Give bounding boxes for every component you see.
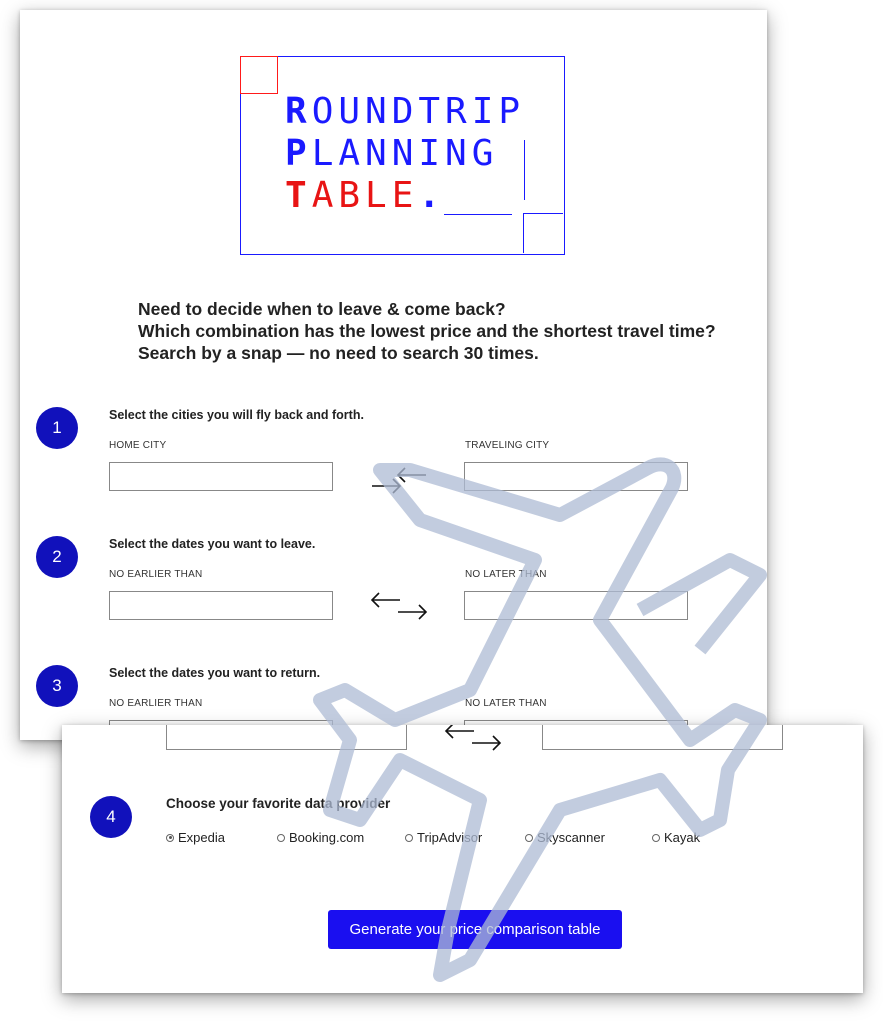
logo-underline — [444, 214, 512, 215]
provider-option-expedia[interactable]: Expedia — [166, 830, 225, 845]
swap-return-dates-icon[interactable] — [442, 725, 502, 759]
generate-table-button[interactable]: Generate your price comparison table — [328, 910, 622, 949]
step-4-badge: 4 — [90, 796, 132, 838]
radio-checked-icon[interactable] — [166, 834, 174, 842]
return-earliest-input[interactable] — [166, 725, 407, 750]
leave-latest-label: NO LATER THAN — [465, 569, 547, 580]
home-city-label: HOME CITY — [109, 440, 167, 451]
home-city-input[interactable] — [109, 462, 333, 491]
traveling-city-input[interactable] — [464, 462, 688, 491]
swap-cities-icon[interactable] — [368, 466, 428, 506]
logo-cursor-bar — [524, 140, 525, 200]
radio-unchecked-icon[interactable] — [277, 834, 285, 842]
step-3-title: Select the dates you want to return. — [109, 666, 321, 680]
provider-option-tripadvisor[interactable]: TripAdvisor — [405, 830, 482, 845]
leave-latest-input[interactable] — [464, 591, 688, 620]
radio-unchecked-icon[interactable] — [652, 834, 660, 842]
return-latest-label: NO LATER THAN — [465, 698, 547, 709]
step-4-title: Choose your favorite data provider — [166, 796, 391, 811]
leave-earliest-input[interactable] — [109, 591, 333, 620]
radio-unchecked-icon[interactable] — [405, 834, 413, 842]
intro-line-2: Which combination has the lowest price and the shortest travel time? — [138, 321, 716, 341]
provider-option-skyscanner[interactable]: Skyscanner — [525, 830, 605, 845]
traveling-city-label: TRAVELING CITY — [465, 440, 550, 451]
intro-line-3: Search by a snap — no need to search 30 times. — [138, 343, 539, 363]
return-earliest-label: NO EARLIER THAN — [109, 698, 203, 709]
step-1-title: Select the cities you will fly back and forth. — [109, 408, 364, 422]
intro-line-1: Need to decide when to leave & come back? — [138, 299, 506, 319]
form-card-continued — [62, 725, 863, 993]
form-card-main — [20, 10, 767, 740]
radio-unchecked-icon[interactable] — [525, 834, 533, 842]
swap-leave-dates-icon[interactable] — [368, 588, 428, 628]
provider-option-kayak[interactable]: Kayak — [652, 830, 700, 845]
step-1-badge: 1 — [36, 407, 78, 449]
logo-line-planning: PLANNING — [285, 133, 499, 174]
leave-earliest-label: NO EARLIER THAN — [109, 569, 203, 580]
step-2-badge: 2 — [36, 536, 78, 578]
return-latest-input[interactable] — [542, 725, 783, 750]
logo-corner-square — [523, 213, 563, 253]
provider-option-booking[interactable]: Booking.com — [277, 830, 364, 845]
step-3-badge: 3 — [36, 665, 78, 707]
logo-line-roundtrip: ROUNDTRIP — [285, 91, 526, 132]
logo-line-table: TABLE. — [285, 175, 446, 216]
step-2-title: Select the dates you want to leave. — [109, 537, 316, 551]
intro-text — [138, 298, 716, 364]
logo-red-square — [240, 56, 278, 94]
